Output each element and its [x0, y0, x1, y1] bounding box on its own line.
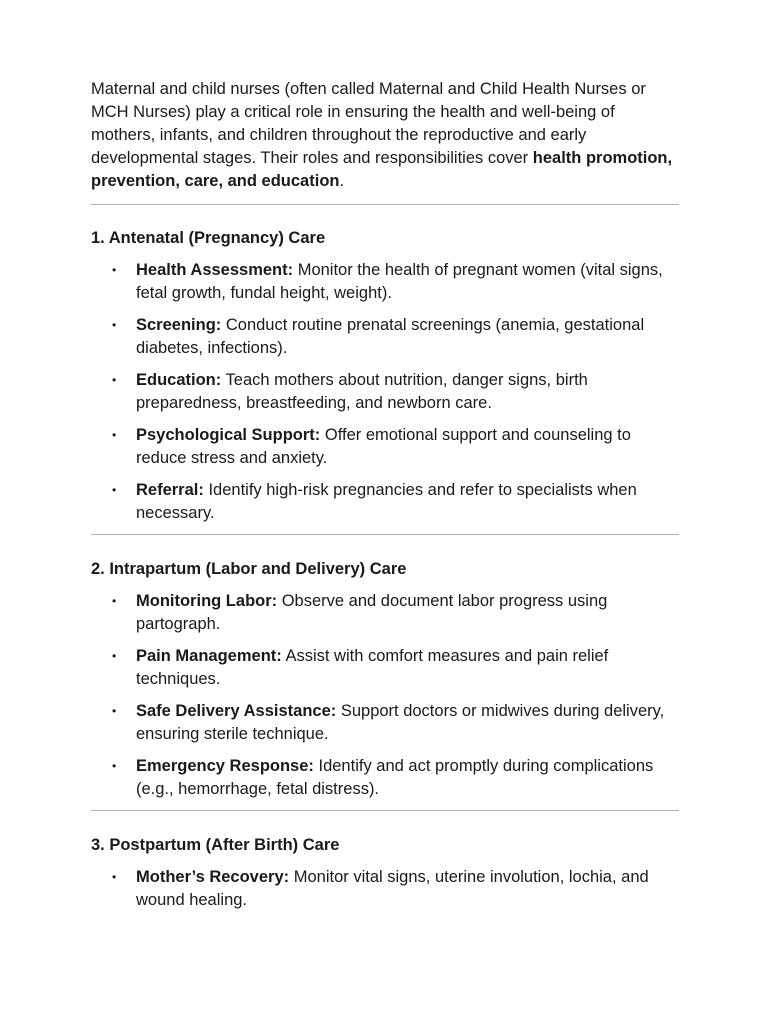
section-title-antenatal: 1. Antenatal (Pregnancy) Care: [91, 229, 326, 247]
bullet-icon: •: [112, 373, 117, 387]
item-text: Identify high-risk pregnancies and refer to specialists when necessary.: [136, 481, 637, 522]
bullet-icon: •: [112, 428, 117, 442]
bullet-icon: •: [112, 483, 117, 497]
intro-paragraph: [91, 78, 679, 193]
bullet-icon: •: [112, 759, 117, 773]
item-term: Psychological Support:: [136, 426, 321, 444]
bullet-icon: •: [112, 870, 117, 884]
item-text: Conduct routine prenatal screenings (anemia, gestational diabetes, infections).: [136, 316, 645, 357]
list-item: [91, 645, 679, 691]
section-list-antenatal: [91, 259, 679, 525]
intro-end-text: .: [339, 172, 345, 190]
list-item: [91, 314, 679, 360]
intro-text: Maternal and child nurses (often called Maternal and Child Health Nurses or MCH Nurses) play a critical role in ensuring the health and well-being of mothers, infants, and children throughout the reproductive and early developmental stages. Their roles and responsibilities cover: [91, 80, 646, 167]
intro-bold-text: health promotion, prevention, care, and education: [91, 149, 673, 190]
section-title-intrapartum: 2. Intrapartum (Labor and Delivery) Care: [91, 560, 407, 578]
item-text: Identify and act promptly during complications (e.g., hemorrhage, fetal distress).: [136, 757, 654, 798]
item-text: Teach mothers about nutrition, danger signs, birth preparedness, breastfeeding, and newborn care.: [136, 371, 588, 412]
item-term: Screening:: [136, 316, 222, 334]
list-item: [91, 369, 679, 415]
item-term: Pain Management:: [136, 647, 282, 665]
item-text: Observe and document labor progress using partograph.: [136, 592, 608, 633]
bullet-icon: •: [112, 704, 117, 718]
divider: [91, 534, 679, 535]
item-text: Support doctors or midwives during delivery, ensuring sterile technique.: [136, 702, 665, 743]
bullet-icon: •: [112, 649, 117, 663]
bullet-icon: •: [112, 263, 117, 277]
list-item: [91, 590, 679, 636]
section-list-intrapartum: [91, 590, 679, 801]
list-item: [91, 866, 679, 912]
item-term: Monitoring Labor:: [136, 592, 278, 610]
item-text: Assist with comfort measures and pain relief techniques.: [136, 647, 609, 688]
item-term: Emergency Response:: [136, 757, 314, 775]
divider: [91, 204, 679, 205]
item-term: Safe Delivery Assistance:: [136, 702, 337, 720]
item-term: Health Assessment:: [136, 261, 294, 279]
section-list-postpartum: [91, 866, 679, 912]
document-content: [91, 78, 679, 912]
item-term: Referral:: [136, 481, 204, 499]
list-item: [91, 700, 679, 746]
bullet-icon: •: [112, 318, 117, 332]
item-term: Mother’s Recovery:: [136, 868, 290, 886]
list-item: [91, 479, 679, 525]
item-text: Offer emotional support and counseling to reduce stress and anxiety.: [136, 426, 631, 467]
item-term: Education:: [136, 371, 222, 389]
list-item: [91, 755, 679, 801]
item-text: Monitor vital signs, uterine involution, lochia, and wound healing.: [136, 868, 649, 909]
divider: [91, 810, 679, 811]
item-text: Monitor the health of pregnant women (vital signs, fetal growth, fundal height, weight).: [136, 261, 663, 302]
list-item: [91, 259, 679, 305]
list-item: [91, 424, 679, 470]
bullet-icon: •: [112, 594, 117, 608]
section-title-postpartum: 3. Postpartum (After Birth) Care: [91, 836, 340, 854]
